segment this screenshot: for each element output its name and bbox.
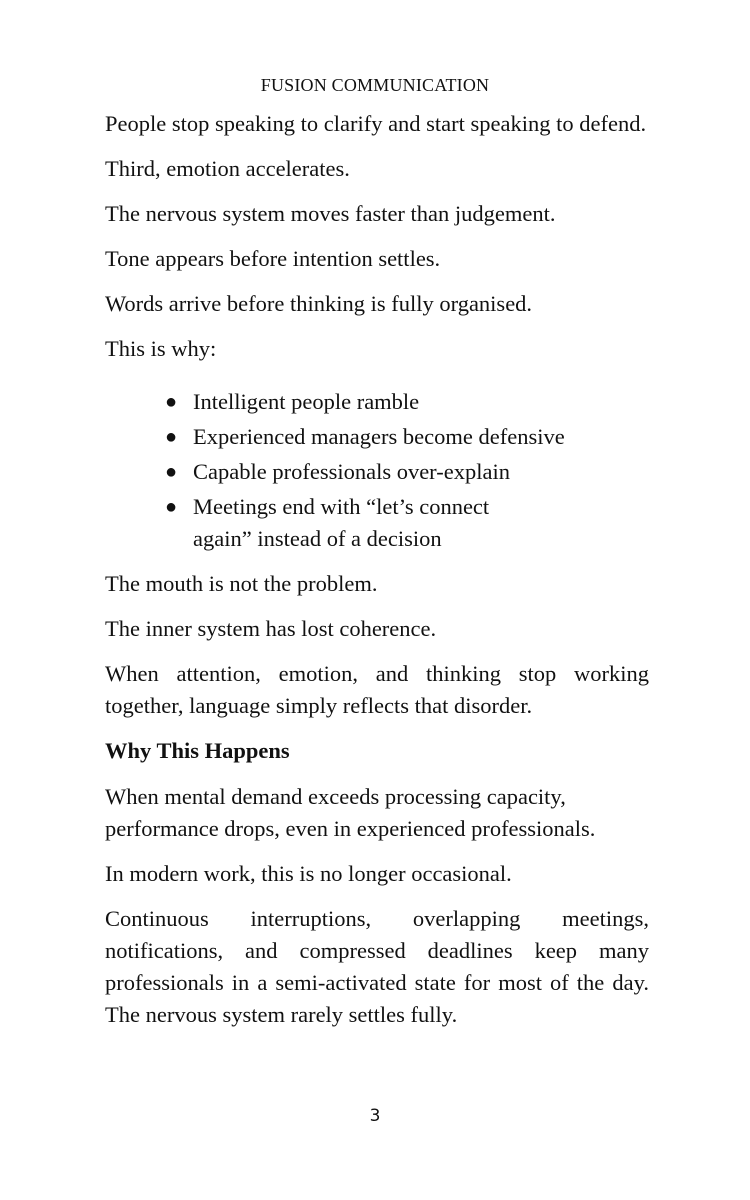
- list-item-text: Experienced managers become defensive: [193, 424, 565, 449]
- list-item-text: Intelligent people ramble: [193, 389, 420, 414]
- paragraph-this-is-why: This is why:: [105, 336, 217, 361]
- section-heading: Why This Happens: [105, 738, 290, 763]
- bullet-icon: ●: [165, 496, 178, 518]
- list-item-text: Meetings end with “let’s connect again” instead of a decision: [193, 494, 490, 551]
- bullet-icon: ●: [165, 461, 178, 483]
- paragraph-words: Words arrive before thinking is fully organised.: [105, 291, 533, 316]
- paragraph-attention: When attention, emotion, and thinking stop working together, language simply reflects that disorder.: [105, 661, 649, 718]
- list-item-text: Capable professionals over-explain: [193, 459, 510, 484]
- paragraph-nervous-system: The nervous system moves faster than judgement.: [105, 201, 556, 226]
- running-header: FUSION COMMUNICATION: [260, 75, 490, 95]
- paragraph-emotion-accelerates: Third, emotion accelerates.: [105, 156, 350, 181]
- page-body: [105, 108, 649, 1044]
- paragraph-modern-work: In modern work, this is no longer occasional.: [105, 861, 512, 886]
- paragraph-interruptions: Continuous interruptions, overlapping meetings, notifications, and compressed deadlines keep many professionals in a semi-activated state for most of the day. The nervous system rarely settles fully.: [105, 906, 649, 1027]
- paragraph-mental-demand: When mental demand exceeds processing capacity, performance drops, even in experienced professionals.: [105, 784, 596, 841]
- list-item: [105, 456, 603, 488]
- bullet-icon: ●: [165, 426, 178, 448]
- list-item: [105, 386, 493, 418]
- list-item: [105, 491, 498, 555]
- bullet-list: [105, 378, 649, 555]
- paragraph-mouth: The mouth is not the problem.: [105, 571, 378, 596]
- paragraph-inner-system: The inner system has lost coherence.: [105, 616, 437, 641]
- paragraph-tone: Tone appears before intention settles.: [105, 246, 441, 271]
- list-item: [105, 421, 603, 453]
- paragraph-defend: People stop speaking to clarify and start speaking to defend.: [105, 111, 647, 136]
- page-number: 3: [369, 1106, 381, 1126]
- bullet-icon: ●: [165, 391, 178, 413]
